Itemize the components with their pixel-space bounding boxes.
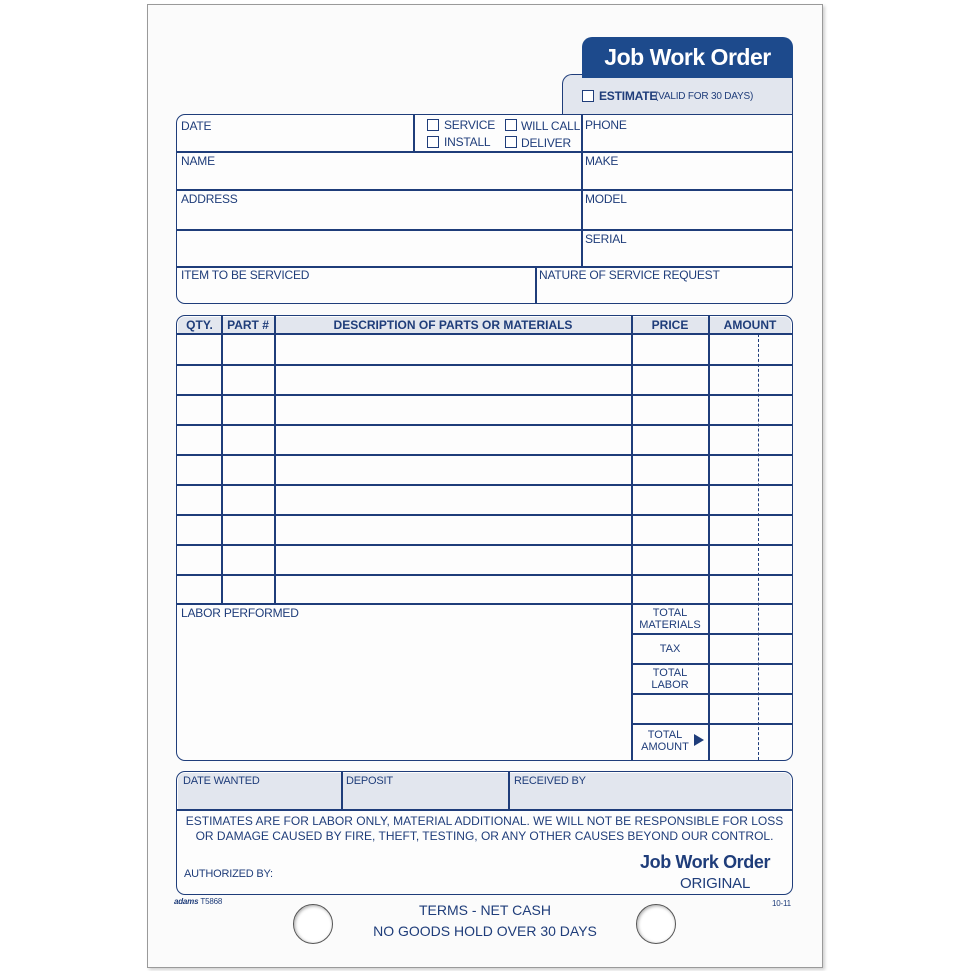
punch-hole-right — [636, 904, 676, 944]
phone-label: PHONE — [585, 118, 627, 132]
disclaimer-line1: ESTIMATES ARE FOR LABOR ONLY, MATERIAL ADDITIONAL. WE WILL NOT BE RESPONSIBLE FOR LOSS — [185, 814, 784, 828]
form-title-banner — [582, 37, 793, 78]
labor-performed-label: LABOR PERFORMED — [181, 606, 299, 620]
service-checkbox[interactable] — [427, 119, 439, 131]
item-serviced-label: ITEM TO BE SERVICED — [181, 268, 310, 282]
deliver-label: DELIVER — [521, 136, 571, 150]
model-label: MODEL — [585, 192, 627, 206]
footer-form-title: Job Work Order — [640, 852, 771, 872]
brand-name: adams — [174, 897, 199, 906]
col-price: PRICE — [651, 318, 689, 332]
will-call-label: WILL CALL — [521, 119, 581, 133]
deposit-label: DEPOSIT — [346, 775, 393, 787]
total-amount-line1: TOTAL — [647, 729, 683, 741]
total-labor-line1: TOTAL — [652, 667, 688, 679]
disclaimer-line2: OR DAMAGE CAUSED BY FIRE, THEFT, TESTING, OR ANY OTHER CAUSES BEYOND OUR CONTROL. — [195, 829, 774, 843]
date-label: DATE — [181, 119, 212, 133]
address-label: ADDRESS — [181, 192, 238, 206]
form-code: T5868 — [200, 897, 223, 906]
estimate-checkbox[interactable] — [582, 90, 594, 102]
col-part: PART # — [227, 318, 269, 332]
install-checkbox[interactable] — [427, 136, 439, 148]
terms-label: TERMS - NET CASH — [419, 902, 551, 918]
service-label: SERVICE — [444, 118, 496, 132]
make-label: MAKE — [585, 154, 619, 168]
nature-service-label: NATURE OF SERVICE REQUEST — [539, 268, 720, 282]
col-qty: QTY. — [186, 318, 213, 332]
deliver-checkbox[interactable] — [505, 136, 517, 148]
arrow-right-icon — [693, 733, 705, 747]
received-by-label: RECEIVED BY — [514, 775, 586, 787]
revision-code: 10-11 — [772, 899, 791, 908]
total-materials-line1: TOTAL — [652, 607, 688, 619]
total-labor-line2: LABOR — [651, 679, 689, 691]
estimate-label: ESTIMATE — [599, 89, 658, 103]
copy-label: ORIGINAL — [680, 875, 751, 892]
col-description: DESCRIPTION OF PARTS OR MATERIALS — [333, 318, 573, 332]
footer-shaded-row — [178, 773, 791, 809]
authorized-by-label: AUTHORIZED BY: — [184, 868, 273, 880]
total-amount-line2: AMOUNT — [641, 741, 689, 753]
install-label: INSTALL — [444, 135, 491, 149]
form-title: Job Work Order — [604, 44, 771, 70]
no-goods-label: NO GOODS HOLD OVER 30 DAYS — [373, 923, 597, 939]
brand-logo — [174, 897, 222, 906]
date-wanted-label: DATE WANTED — [183, 775, 260, 787]
punch-hole-left — [293, 904, 333, 944]
estimate-note: (VALID FOR 30 DAYS) — [655, 91, 754, 102]
col-amount: AMOUNT — [723, 318, 777, 332]
tax-label: TAX — [659, 643, 681, 655]
name-label: NAME — [181, 154, 215, 168]
will-call-checkbox[interactable] — [505, 119, 517, 131]
total-materials-line2: MATERIALS — [639, 619, 701, 631]
serial-label: SERIAL — [585, 232, 627, 246]
